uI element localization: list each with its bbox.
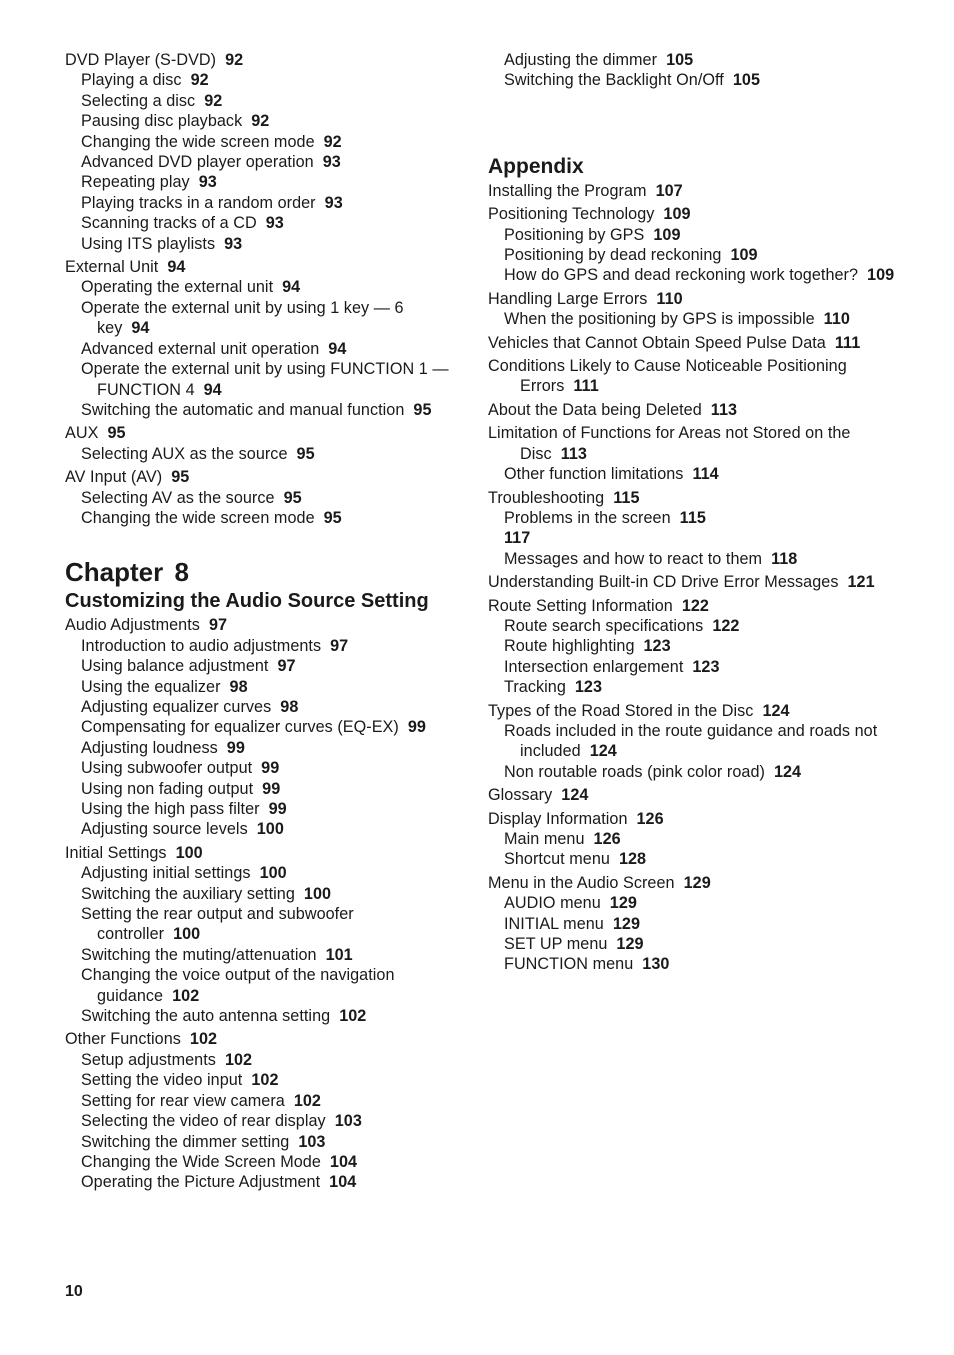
toc-entry-text: Understanding Built-in CD Drive Error Messages	[488, 573, 839, 592]
toc-entry-text: Changing the Wide Screen Mode	[81, 1152, 321, 1171]
toc-entry-text: Repeating play	[81, 173, 190, 192]
toc-entry-text: DVD Player (S-DVD)	[65, 51, 217, 69]
toc-subentry	[488, 762, 898, 782]
toc-entry-text: Types of the Road Stored in the Disc	[488, 701, 754, 720]
toc-entry	[65, 50, 460, 70]
toc-page-number: 123	[643, 637, 671, 656]
toc-page-number: 95	[323, 508, 342, 527]
toc-entry-text: Setting for rear view camera	[81, 1091, 285, 1110]
toc-entry-text: Limitation of Functions for Areas not Stored on the Disc	[488, 424, 851, 463]
toc-page-number: 95	[283, 488, 302, 507]
toc-page-number: 110	[656, 289, 683, 308]
toc-entry	[65, 843, 460, 863]
toc-entry-text: Installing the Program	[488, 181, 647, 200]
toc-entry-text: External Unit	[65, 258, 159, 277]
toc-entry	[488, 181, 898, 201]
toc-subentry	[488, 225, 898, 245]
toc-subentry	[65, 508, 460, 528]
toc-entry	[488, 596, 898, 616]
toc-subentry	[65, 444, 460, 464]
toc-subentry	[65, 717, 460, 737]
toc-page-number: 122	[681, 596, 709, 615]
toc-entry	[488, 785, 898, 805]
toc-page-number: 104	[329, 1173, 357, 1192]
toc-entry	[488, 809, 898, 829]
toc-entry-text: Positioning by dead reckoning	[504, 246, 722, 265]
toc-page-number: 100	[259, 864, 287, 883]
toc-subentry	[488, 616, 898, 636]
toc-subentry	[65, 70, 460, 90]
toc-page-number: 95	[171, 468, 190, 487]
toc-subentry	[488, 677, 898, 697]
toc-group	[488, 50, 898, 91]
toc-page-number: 122	[712, 616, 740, 635]
toc-subentry	[488, 265, 898, 285]
toc-entry	[488, 333, 898, 353]
toc-page-number: 100	[303, 884, 332, 903]
toc-subentry	[65, 799, 460, 819]
toc-entry-text: Scanning tracks of a CD	[81, 214, 257, 233]
toc-entry	[65, 257, 460, 277]
toc-subentry	[65, 91, 460, 111]
toc-page-number: 124	[589, 742, 617, 761]
toc-entry-text: AV Input (AV)	[65, 468, 163, 487]
toc-entry-text: How do GPS and dead reckoning work together?	[504, 266, 859, 285]
toc-page-number: 130	[642, 955, 670, 974]
toc-page-number: 129	[683, 873, 711, 892]
toc-entry-text: Route search specifications	[504, 616, 704, 635]
toc-entry-text: Playing a disc	[81, 71, 182, 90]
toc-entry-text: Other function limitations	[504, 465, 684, 484]
toc-entry-text: Switching the muting/attenuation	[81, 945, 317, 964]
toc-entry-text: Route Setting Information	[488, 596, 673, 615]
toc-page-number: 126	[593, 830, 621, 848]
toc-subentry	[65, 339, 460, 359]
toc-page-number: 115	[613, 488, 640, 507]
toc-entry-text: When the positioning by GPS is impossible	[504, 310, 815, 329]
toc-page-number: 126	[636, 809, 664, 828]
toc-page-number: 124	[773, 762, 802, 781]
toc-subentry	[488, 914, 898, 934]
toc-entry-text: Operate the external unit by using FUNCTION 1 — FUNCTION 4	[81, 360, 449, 399]
toc-page-number: 111	[834, 333, 861, 352]
toc-group	[65, 615, 460, 1192]
toc-subentry	[65, 359, 460, 400]
toc-subentry	[65, 132, 460, 152]
toc-entry-text: Troubleshooting	[488, 488, 605, 507]
toc-entry-text: Handling Large Errors	[488, 289, 648, 308]
toc-entry-text: FUNCTION menu	[504, 955, 634, 974]
appendix-heading: Appendix	[488, 154, 584, 178]
toc-entry-text: Changing the wide screen mode	[81, 508, 315, 527]
toc-entry	[488, 873, 898, 893]
toc-page-number: 100	[173, 925, 201, 944]
toc-subentry	[65, 1006, 460, 1026]
toc-subentry	[65, 904, 460, 945]
toc-page-number: 124	[762, 701, 790, 720]
toc-entry-text: Advanced DVD player operation	[81, 153, 314, 172]
toc-entry-text: Setting the rear output and subwoofer controller	[81, 905, 354, 944]
toc-entry-text: Using subwoofer output	[81, 759, 253, 778]
toc-page-number: 100	[175, 843, 203, 862]
toc-subentry	[488, 657, 898, 677]
toc-page-number: 123	[692, 657, 720, 676]
toc-subentry	[488, 954, 898, 974]
toc-page-number: 102	[189, 1030, 218, 1049]
toc-entry	[488, 356, 898, 397]
toc-entry-text: Tracking	[504, 678, 566, 697]
toc-subentry	[65, 863, 460, 883]
toc-page-number: 110	[823, 310, 850, 329]
toc-subentry	[488, 309, 898, 329]
toc-page-number: 129	[616, 935, 644, 954]
toc-subentry	[65, 738, 460, 758]
toc-subentry	[488, 464, 898, 484]
toc-subentry	[488, 934, 898, 954]
toc-page-number: 109	[730, 246, 758, 265]
toc-page-number: 114	[692, 465, 719, 484]
toc-entry-text: SET UP menu	[504, 935, 608, 954]
toc-page-number: 105	[732, 71, 761, 90]
toc-page-number: 107	[655, 181, 683, 200]
toc-page-number: 100	[256, 820, 284, 839]
toc-page-number: 97	[277, 657, 296, 676]
toc-entry-text: Shortcut menu	[504, 850, 610, 869]
toc-subentry	[65, 298, 460, 339]
toc-page-number: 124	[561, 786, 589, 805]
toc-page-number: 95	[413, 400, 432, 419]
toc-page-number: 98	[280, 697, 299, 716]
toc-page-number: 99	[268, 800, 287, 818]
toc-entry-text: Using ITS playlists	[81, 234, 216, 253]
chapter-label: Chapter	[65, 557, 164, 588]
toc-entry-text: Advanced external unit operation	[81, 339, 320, 358]
toc-page-number: 95	[296, 444, 315, 463]
toc-page-number: 97	[208, 616, 228, 635]
toc-entry-text: Setting the video input	[81, 1071, 243, 1090]
toc-page-number: 99	[262, 779, 281, 798]
toc-entry-text: Switching the automatic and manual function	[81, 400, 405, 419]
toc-entry-text: Display Information	[488, 809, 628, 828]
toc-entry-text: Vehicles that Cannot Obtain Speed Pulse Data	[488, 333, 826, 352]
toc-page-number: 94	[282, 278, 301, 297]
toc-entry-text: Conditions Likely to Cause Noticeable Positioning Errors	[488, 357, 847, 396]
toc-entry-text: Problems in the screen	[504, 508, 671, 527]
toc-page-number: 129	[612, 914, 641, 933]
toc-subentry	[65, 111, 460, 131]
toc-subentry	[65, 656, 460, 676]
toc-entry-text: Using the high pass filter	[81, 800, 260, 818]
toc-page-number: 102	[251, 1071, 279, 1090]
chapter-number: 8	[174, 557, 189, 588]
toc-page-number: 104	[329, 1152, 358, 1171]
toc-entry-text: Compensating for equalizer curves (EQ-EX)	[81, 718, 399, 737]
toc-entry	[65, 615, 460, 635]
toc-page-number: 113	[710, 400, 738, 419]
toc-subentry	[65, 1091, 460, 1111]
toc-entry-text: Glossary	[488, 786, 553, 805]
toc-subentry	[488, 849, 898, 869]
toc-page-number: 94	[167, 258, 186, 277]
toc-page-number: 92	[251, 112, 270, 131]
toc-entry-text: Audio Adjustments	[65, 616, 200, 635]
toc-subentry	[65, 1111, 460, 1131]
toc-page-number: 92	[204, 91, 223, 110]
chapter-title: Customizing the Audio Source Setting	[65, 590, 429, 613]
toc-entry-text: Adjusting the dimmer	[504, 51, 658, 69]
toc-entry-text: AUDIO menu	[504, 894, 601, 913]
toc-entry	[488, 289, 898, 309]
toc-entry-text: Introduction to audio adjustments	[81, 636, 322, 655]
toc-subentry	[65, 1070, 460, 1090]
toc-page-number: 103	[334, 1112, 362, 1131]
toc-entry-text: Non routable roads (pink color road)	[504, 762, 765, 781]
toc-subentry	[488, 70, 898, 90]
right-column	[488, 50, 898, 975]
toc-page-number: 129	[609, 894, 637, 913]
toc-entry	[488, 488, 898, 508]
toc-subentry	[65, 234, 460, 254]
toc-page-number: 101	[325, 945, 353, 964]
toc-entry-text: Adjusting loudness	[81, 738, 218, 757]
toc-page-number: 92	[190, 71, 209, 90]
toc-entry-text: Adjusting initial settings	[81, 864, 251, 883]
toc-entry-text: Menu in the Audio Screen	[488, 873, 675, 892]
toc-page-number: 102	[224, 1050, 253, 1069]
toc-page-number: 105	[666, 51, 694, 69]
toc-entry-text: Other Functions	[65, 1030, 181, 1049]
toc-entry-text: Selecting AUX as the source	[81, 444, 288, 463]
toc-subentry	[65, 172, 460, 192]
toc-entry-text: INITIAL menu	[504, 914, 604, 933]
toc-page-number: 92	[323, 132, 342, 151]
toc-subentry	[65, 213, 460, 233]
toc-entry	[488, 204, 898, 224]
toc-entry-text: Initial Settings	[65, 843, 167, 862]
toc-entry-text: Selecting a disc	[81, 91, 196, 110]
toc-page-number: 93	[324, 193, 343, 212]
toc-page-number: 102	[172, 986, 200, 1005]
toc-page-number: 94	[131, 319, 150, 338]
toc-group	[488, 181, 898, 975]
toc-entry-text: AUX	[65, 424, 99, 443]
toc-entry-text: Intersection enlargement	[504, 657, 684, 676]
toc-subentry	[488, 721, 898, 762]
toc-entry	[488, 701, 898, 721]
toc-entry	[488, 423, 898, 464]
toc-entry-text: Selecting the video of rear display	[81, 1112, 326, 1131]
toc-entry-text: Adjusting source levels	[81, 820, 248, 839]
toc-subentry	[488, 528, 898, 548]
toc-subentry	[65, 945, 460, 965]
toc-entry-text: Switching the Backlight On/Off	[504, 71, 724, 90]
toc-subentry	[488, 829, 898, 849]
toc-page-number: 121	[847, 573, 875, 592]
toc-subentry	[65, 277, 460, 297]
toc-subentry	[65, 1152, 460, 1172]
toc-entry-text: Changing the voice output of the navigation guidance	[81, 966, 395, 1005]
toc-subentry	[65, 677, 460, 697]
toc-subentry	[65, 884, 460, 904]
toc-entry-text: Switching the auto antenna setting	[81, 1007, 331, 1026]
toc-subentry	[488, 893, 898, 913]
toc-page-number: 102	[293, 1091, 321, 1110]
toc-page-number: 102	[339, 1007, 367, 1026]
toc-group	[65, 50, 460, 528]
toc-page-number: 93	[224, 234, 243, 253]
toc-page-number: 99	[226, 738, 245, 757]
toc-subentry	[65, 1050, 460, 1070]
toc-subentry	[65, 819, 460, 839]
page-number: 10	[65, 1283, 83, 1300]
toc-entry-text: Setup adjustments	[81, 1050, 216, 1069]
chapter-heading	[65, 556, 460, 588]
toc-entry-text: Adjusting equalizer curves	[81, 697, 272, 716]
left-column	[65, 50, 460, 1193]
toc-page-number: 98	[229, 677, 248, 696]
toc-entry	[65, 423, 460, 443]
toc-entry	[65, 1029, 460, 1049]
toc-page-number: 117	[504, 529, 531, 548]
toc-subentry	[65, 758, 460, 778]
toc-entry-text: Playing tracks in a random order	[81, 193, 316, 212]
toc-subentry	[65, 636, 460, 656]
toc-page-number: 94	[203, 380, 222, 399]
toc-subentry	[65, 152, 460, 172]
toc-page-number: 113	[560, 444, 587, 463]
toc-page-number: 95	[107, 424, 126, 443]
toc-subentry	[65, 779, 460, 799]
toc-entry-text: About the Data being Deleted	[488, 400, 702, 419]
toc-page-number: 94	[328, 339, 347, 358]
toc-page-number: 115	[679, 508, 706, 527]
toc-subentry	[65, 697, 460, 717]
toc-entry-text: Pausing disc playback	[81, 112, 243, 131]
toc-entry	[65, 467, 460, 487]
toc-subentry	[65, 965, 460, 1006]
toc-entry-text: Operating the external unit	[81, 278, 274, 297]
toc-subentry	[65, 400, 460, 420]
toc-page-number: 123	[574, 678, 603, 697]
toc-entry-text: Positioning Technology	[488, 205, 655, 224]
toc-entry-text: Roads included in the route guidance and roads not included	[504, 721, 878, 761]
toc-entry-text: Operating the Picture Adjustment	[81, 1173, 321, 1192]
toc-page-number: 92	[225, 51, 244, 69]
toc-page-number: 111	[573, 377, 599, 396]
toc-entry-text: Main menu	[504, 830, 585, 848]
toc-entry-text: Operate the external unit by using 1 key — 6 key	[81, 298, 404, 338]
toc-entry	[488, 572, 898, 592]
toc-page-number: 118	[771, 549, 798, 568]
toc-entry-text: Using the equalizer	[81, 677, 221, 696]
toc-subentry	[65, 1172, 460, 1192]
toc-entry-text: Selecting AV as the source	[81, 488, 275, 507]
toc-subentry	[488, 508, 898, 528]
toc-entry-text: Using balance adjustment	[81, 657, 269, 676]
toc-subentry	[488, 245, 898, 265]
toc-entry-text: Changing the wide screen mode	[81, 132, 315, 151]
toc-page-number: 93	[198, 173, 217, 192]
toc-entry-text: Switching the dimmer setting	[81, 1132, 290, 1151]
toc-entry-text: Messages and how to react to them	[504, 549, 763, 568]
toc-subentry	[488, 549, 898, 569]
toc-entry-text: Route highlighting	[504, 637, 635, 656]
toc-subentry	[488, 636, 898, 656]
toc-page-number: 93	[322, 153, 341, 172]
toc-page-number: 109	[663, 205, 691, 224]
toc-page-number: 128	[618, 850, 647, 869]
toc-subentry	[488, 50, 898, 70]
toc-page-number: 93	[265, 214, 284, 233]
toc-entry-text: Using non fading output	[81, 779, 254, 798]
toc-page-number: 109	[867, 266, 895, 285]
toc-entry	[488, 400, 898, 420]
toc-page-number: 99	[407, 718, 426, 737]
toc-subentry	[65, 1132, 460, 1152]
toc-page-number: 109	[653, 225, 681, 244]
toc-page-number: 97	[330, 636, 349, 655]
toc-page-number: 103	[298, 1132, 326, 1151]
toc-subentry	[65, 193, 460, 213]
toc-entry-text: Positioning by GPS	[504, 225, 645, 244]
toc-page-number: 99	[261, 759, 280, 778]
toc-subentry	[65, 488, 460, 508]
toc-entry-text: Switching the auxiliary setting	[81, 884, 295, 903]
